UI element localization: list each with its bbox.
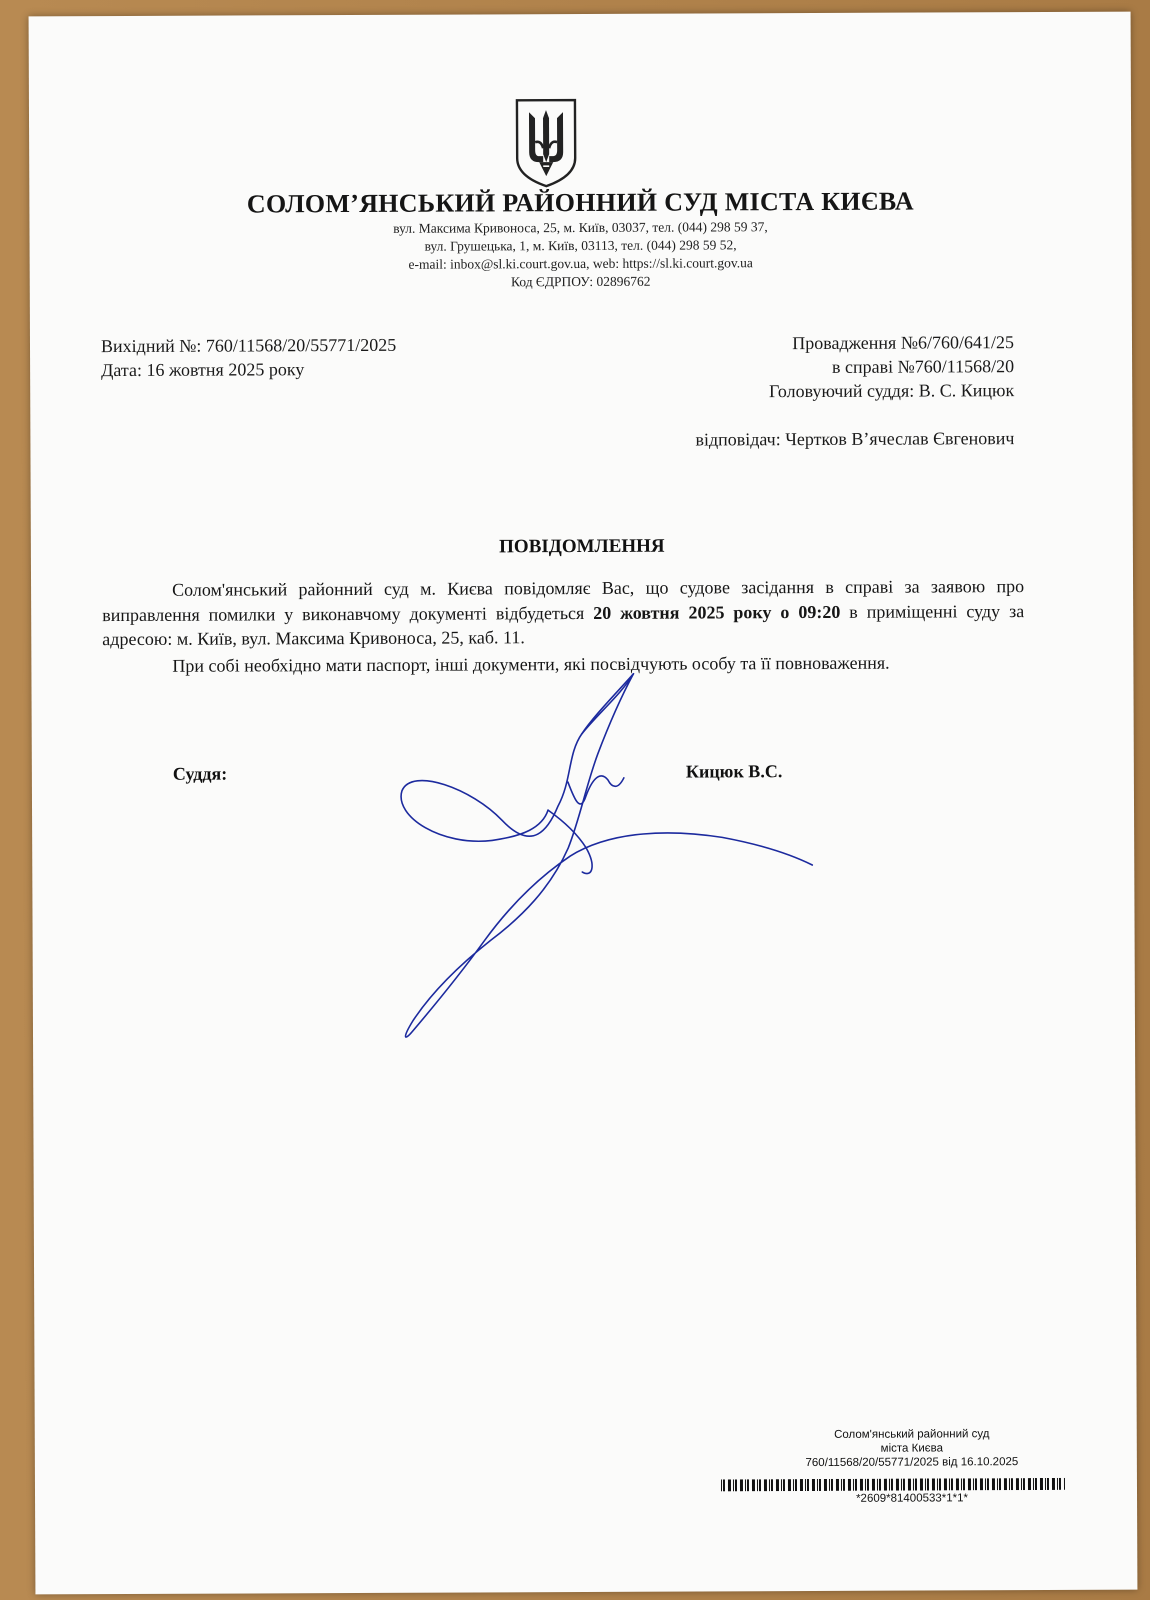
notice-title: ПОВІДОМЛЕННЯ bbox=[499, 535, 665, 558]
address-line-2: вул. Грушецька, 1, м. Київ, 03113, тел. (044) 298 59 52, bbox=[424, 237, 737, 254]
address-line-1: вул. Максима Кривоноса, 25, м. Київ, 03037, тел. (044) 298 59 37, bbox=[393, 219, 768, 236]
edrpou-line: Код ЄДРПОУ: 02896762 bbox=[510, 273, 651, 290]
barcode bbox=[721, 1478, 1065, 1492]
notice-paragraph-1 bbox=[102, 574, 1024, 652]
outgoing-number: Вихідний №: 760/11568/20/55771/2025 bbox=[100, 334, 397, 357]
document-date: Дата: 16 жовтня 2025 року bbox=[101, 359, 305, 381]
paragraph-1-text: Солом'янський районний суд м. Києва повідомляє Вас, що судове засідання в справі за заявою про виправлення помилки у виконавчому документі відбудеться bbox=[102, 576, 1025, 625]
email-web-line: e-mail: inbox@sl.ki.court.gov.ua, web: https://sl.ki.court.gov.ua bbox=[408, 255, 753, 272]
judge-signature-label: Суддя: bbox=[172, 763, 228, 784]
case-number: в справі №760/11568/20 bbox=[831, 356, 1015, 377]
court-name-heading: СОЛОМ’ЯНСЬКИЙ РАЙОННИЙ СУД МІСТА КИЄВА bbox=[246, 186, 914, 219]
paragraph-1-address: в приміщенні суду за адресою: м. Київ, вул. Максима Кривоноса, 25, каб. 11. bbox=[102, 600, 1025, 650]
proceeding-number: Провадження №6/760/641/25 bbox=[792, 332, 1015, 354]
document-page bbox=[29, 12, 1138, 1595]
barcode-text: *2609*81400533*1*1* bbox=[856, 1492, 969, 1505]
stamp-court-line-1: Солом'янський районний суд bbox=[834, 1428, 990, 1441]
notice-paragraph-2: При собі необхідно мати паспорт, інші документи, які посвідчують особу та її повноваження. bbox=[172, 652, 890, 676]
respondent: відповідач: Чертков В’ячеслав Євгенович bbox=[695, 428, 1015, 450]
coat-of-arms-emblem bbox=[513, 96, 579, 188]
hearing-datetime: 20 жовтня 2025 року о 09:20 bbox=[593, 601, 841, 623]
stamp-registration-number: 760/11568/20/55771/2025 від 16.10.2025 bbox=[805, 1456, 1019, 1470]
presiding-judge: Головуючий суддя: В. С. Кицюк bbox=[768, 380, 1015, 402]
handwritten-signature bbox=[371, 669, 833, 1051]
judge-name: Кицюк В.С. bbox=[685, 761, 783, 782]
stamp-court-line-2: міста Києва bbox=[880, 1442, 944, 1455]
